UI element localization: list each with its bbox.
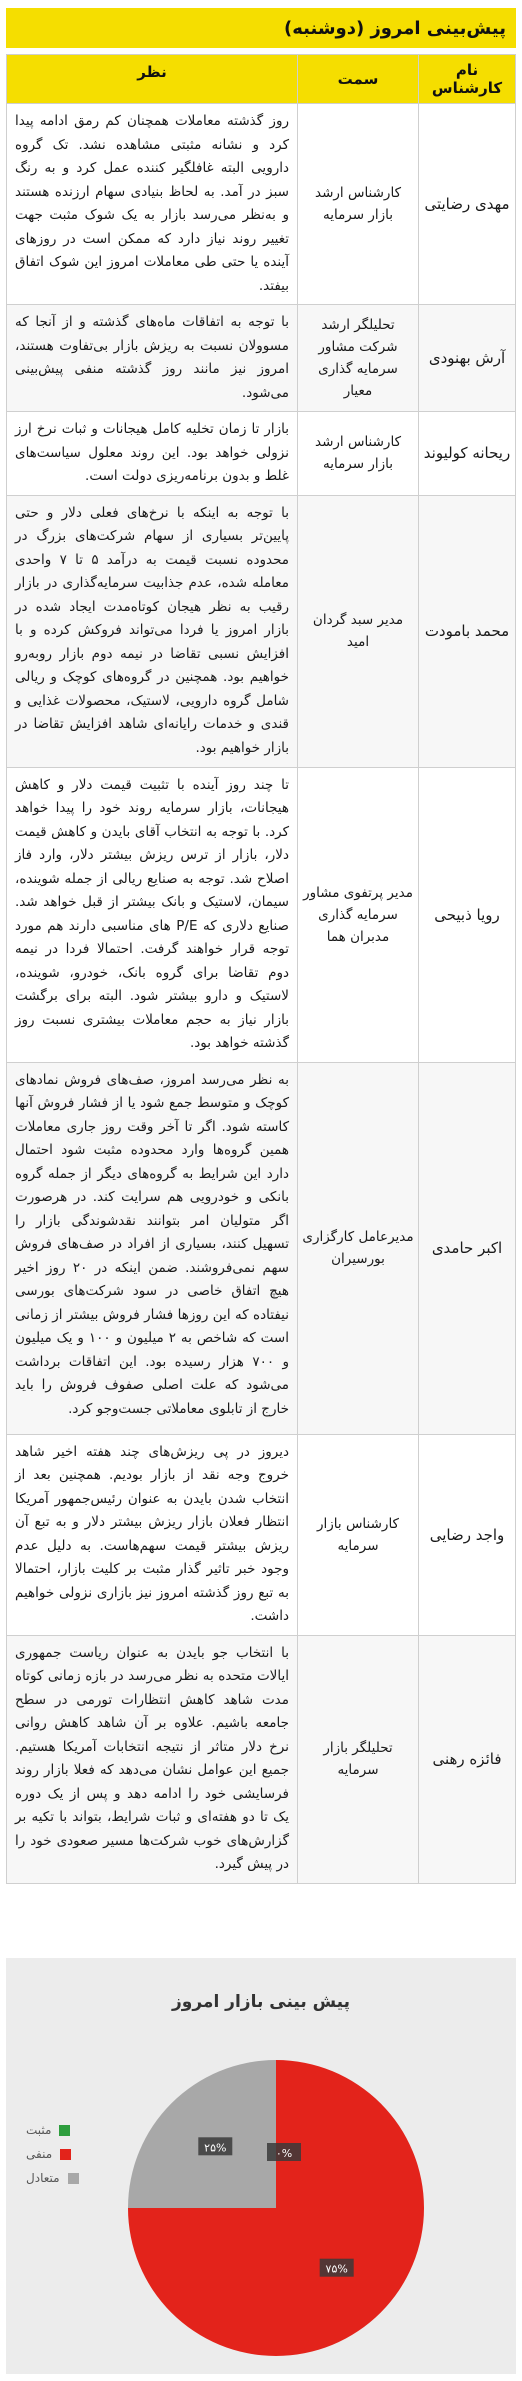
pie-chart [6, 1958, 516, 2374]
expert-position: تحلیلگر ارشد شرکت مشاور سرمایه گذاری معیار [298, 305, 419, 412]
expert-name: اکبر حامدی [419, 1062, 516, 1434]
header-row [7, 55, 516, 104]
legend-item [26, 2166, 79, 2190]
legend-label: منفی [26, 2147, 53, 2161]
legend-label: متعادل [26, 2171, 60, 2185]
table-body [7, 104, 516, 1884]
chart-title: پیش بینی بازار امروز [171, 1992, 351, 2012]
expert-view: بازار تا زمان تخلیه کامل هیجانات و ثبات نرخ ارز نزولی خواهد بود. این روند معلول سیاست‌های غلط و بدون برنامه‌ریزی دولت است. [7, 412, 298, 496]
column-header-position: سمت [298, 55, 419, 104]
expert-view: روز گذشته معاملات همچنان کم رمق ادامه پیدا کرد و نشانه مثبتی مشاهده نشد. تک گروه دارویی البته غافلگیر کننده عمل کرد و به رنگ سبز در آمد. به لحاظ بنیادی سهام ارزنده هستند و به‌نظر می‌رسد بازار به یک شوک مثبت جهت تغییر روند نیاز دارد که ممکن است در روزهای آینده یا حتی طی معاملات امروز این شوک اتفاق بیفتد. [7, 104, 298, 305]
table-row [7, 412, 516, 496]
chart-legend [26, 2118, 79, 2190]
page-title: پیش‌بینی امروز (دوشنبه) [283, 17, 506, 39]
pie-slice-neutral [128, 2060, 276, 2208]
expert-view: با توجه به اتفاقات ماه‌های گذشته و از آنجا که مسوولان نسبت به ریزش بازار بی‌تفاوت هستند، امروز نیز مانند روز گذشته منفی پیش‌بینی می‌شود. [7, 305, 298, 412]
legend-swatch [68, 2173, 79, 2184]
expert-position: تحلیلگر بازار سرمایه [298, 1635, 419, 1883]
data-label: ۰% [275, 2147, 293, 2160]
expert-view: دیروز در پی ریزش‌های چند هفته اخیر شاهد خروج وجه نقد از بازار بودیم. همچنین بعد از انتخاب شدن بایدن به عنوان رئیس‌جمهور آمریکا انتظار فعلان بازار ریزش بیشتر دلار و به تبع آن ریزش بیشتر قیمت سهم‌هاست. به دلیل عدم وجود خبر تاثیر گذار مثبت بر کلیت بازار، احتمالا به تبع روز گذشته امروز نیز بازاری نزولی خواهیم داشت. [7, 1434, 298, 1635]
table-row [7, 1062, 516, 1434]
expert-view: به نظر می‌رسد امروز، صف‌های فروش نمادهای کوچک و متوسط جمع شود یا از فشار فروش آنها کاسته شود. اگر تا آخر وقت روز جاری معاملات همین گروه‌ها وارد محدوده مثبت شود احتمال دارد این شرایط به گروه‌های دیگر از جمله گروه بانکی و خودرویی هم سرایت کند. در هرصورت اگر متولیان امر بتوانند نقدشوندگی بازار را تسهیل کنند، بسیاری از افراد در صف‌های فروش سهم نمی‌فروشند. ضمن اینکه در ۲۰ روز اخیر هیچ اتفاق خاصی در سود شرکت‌های بورسی نیفتاده که این روزها فشار فروش بیشتر از زمانی است که شاخص به ۲ میلیون و ۱۰۰ و یک میلیون و ۷۰۰ هزار رسیده بود. این اتفاقات برداشت می‌شود که علت اصلی صفوف فروش را باید خارج از تابلوی معاملاتی جست‌وجو کرد. [7, 1062, 298, 1434]
table-row [7, 305, 516, 412]
data-label: ۲۵% [204, 2141, 227, 2155]
expert-position: کارشناس بازار سرمایه [298, 1434, 419, 1635]
table-row [7, 1635, 516, 1883]
expert-view: تا چند روز آینده با تثبیت قیمت دلار و کاهش هیجانات، بازار سرمایه روند خود را پیدا خواهد کرد. با توجه به انتخاب آقای بایدن و کاهش قیمت دلار، بازار از ترس ریزش بیشتر دلار، وارد فاز اصلاح شد. توجه به صنایع ریالی از جمله شوینده، سیمان، لاستیک و بانک بیشتر از قبل خواهد شد. صنایع دلاری که P/E های مناسبی دارند هم مورد توجه قرار خواهند گرفت. احتمالا فردا در نیمه دوم تقاضا برای گروه بانک، خودرو، شوینده، لاستیک و دارو بیشتر شود. البته برای برگشت بازار نیاز به حجم معاملات بیشتری نسبت روز گذشته خواهد بود. [7, 767, 298, 1062]
expert-view: با انتخاب جو بایدن به عنوان ریاست جمهوری ایالات متحده به نظر می‌رسد در بازه زمانی کوتاه مدت شاهد کاهش انتظارات تورمی در سطح جامعه باشیم. علاوه بر آن شاهد کاهش روانی نرخ دلار متاثر از نتیجه انتخابات آمریکا هستیم. جمیع این عوامل نشان می‌دهد که فعلا بازار روند فرسایشی خود را ادامه دهد و پس از یک دوره یک تا دو هفته‌ای و ثبات شرایط، بتواند با تکیه بر گزارش‌های خوب شرکت‌ها مسیر صعودی خود را در پیش گیرد. [7, 1635, 298, 1883]
column-header-view: نظر [7, 55, 298, 104]
expert-position: مدیرعامل کارگزاری بورسیران [298, 1062, 419, 1434]
header-bar [6, 8, 516, 48]
legend-label: مثبت [26, 2123, 52, 2137]
expert-position: مدیر پرتفوی مشاور سرمایه گذاری مدبران هما [298, 767, 419, 1062]
legend-swatch [59, 2125, 70, 2136]
expert-position: کارشناس ارشد بازار سرمایه [298, 412, 419, 496]
table-row [7, 104, 516, 305]
expert-position: کارشناس ارشد بازار سرمایه [298, 104, 419, 305]
expert-name: فائزه رهنی [419, 1635, 516, 1883]
column-header-name: نام کارشناس [419, 55, 516, 104]
expert-name: واجد رضایی [419, 1434, 516, 1635]
expert-name: ریحانه کولیوند [419, 412, 516, 496]
legend-swatch [60, 2149, 71, 2160]
table-row [7, 767, 516, 1062]
table-row [7, 1434, 516, 1635]
legend-item [26, 2142, 79, 2166]
market-forecast-chart [6, 1958, 516, 2374]
expert-position: مدیر سبد گردان امید [298, 495, 419, 767]
table-header [7, 55, 516, 104]
expert-name: آرش بهنودی [419, 305, 516, 412]
expert-name: رویا ذبیحی [419, 767, 516, 1062]
experts-table [6, 54, 516, 1884]
legend-item [26, 2118, 79, 2142]
expert-name: مهدی رضایتی [419, 104, 516, 305]
expert-name: محمد بامودت [419, 495, 516, 767]
data-label: ۷۵% [325, 2262, 348, 2276]
table-row [7, 495, 516, 767]
expert-view: با توجه به اینکه با نرخ‌های فعلی دلار و حتی پایین‌تر بسیاری از سهام شرکت‌های بزرگ در محدوده نسبت قیمت به درآمد ۵ تا ۷ واحدی معامله شده، عدم جذابیت سرمایه‌گذاری در بازار رقیب به نظر هیجان کوتاه‌مدت ایجاد شده در بازار امروز یا فردا می‌تواند فروکش کرده و با افزایش نسبی تقاضا در نیمه دوم بازار روبه‌رو خواهیم بود. همچنین در گروه‌های کوچک و ریالی شامل گروه دارویی، لاستیک، محصولات غذایی و قندی و خدمات رایانه‌ای شاهد افزایش تقاضا در بازار خواهیم بود. [7, 495, 298, 767]
